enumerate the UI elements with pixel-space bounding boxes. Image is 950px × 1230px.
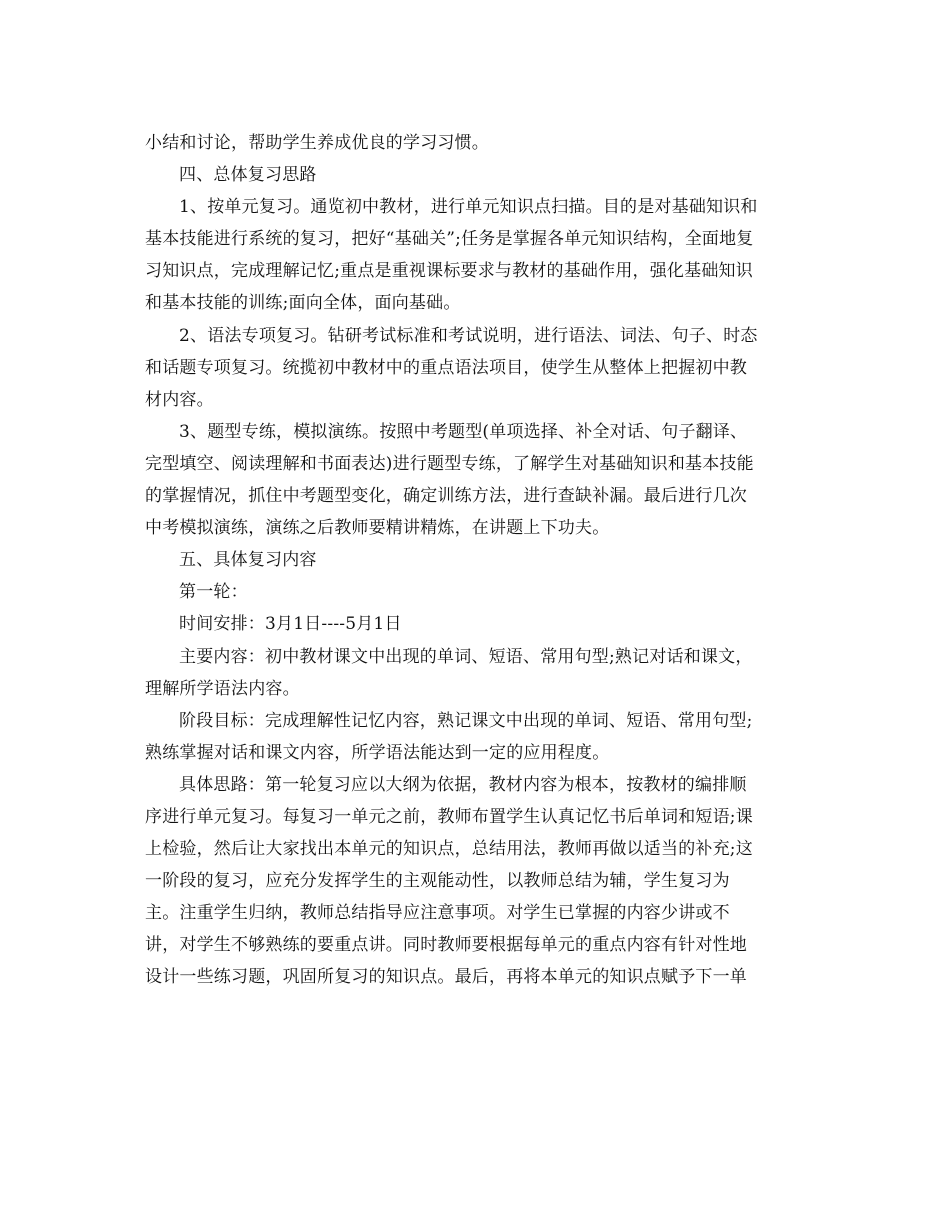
text-line: 第一轮：: [179, 582, 248, 603]
text-line: 1、按单元复习。通览初中教材，进行单元知识点扫描。目的是对基础知识和: [179, 197, 758, 218]
paragraph-stage-goal: [145, 705, 811, 769]
text-line: 和话题专项复习。统揽初中教材中的重点语法项目，使学生从整体上把握初中教: [145, 357, 747, 378]
text-line: 3、题型专练，模拟演练。按照中考题型(单项选择、补全对话、句子翻译、: [179, 421, 748, 442]
document-body: [145, 127, 811, 994]
text-line: 熟练掌握对话和课文内容，所学语法能达到一定的应用程度。: [145, 742, 610, 763]
text-line: 时间安排：3月1日----5月1日: [179, 614, 402, 635]
text-line: 2、语法专项复习。钻研考试标准和考试说明，进行语法、词法、句子、时态: [179, 325, 758, 346]
text-line: 的掌握情况，抓住中考题型变化，确定训练方法，进行查缺补漏。最后进行几次: [145, 486, 747, 507]
round-one-label: [145, 576, 811, 608]
text-line: 讲，对学生不够熟练的要重点讲。同时教师要根据每单元的重点内容有针对性地: [145, 935, 747, 956]
text-line: 理解所学语法内容。: [145, 678, 300, 699]
text-line: 习知识点，完成理解记忆;重点是重视课标要求与教材的基础作用，强化基础知识: [145, 261, 753, 282]
text-line: 完型填空、阅读理解和书面表达)进行题型专练，了解学生对基础知识和基本技能: [145, 453, 754, 474]
paragraph-specific-approach: [145, 769, 811, 994]
paragraph-grammar-review: [145, 320, 811, 416]
section-heading-specific-review-content: [145, 544, 811, 576]
text-line: 设计一些练习题，巩固所复习的知识点。最后，再将本单元的知识点赋予下一单: [145, 967, 747, 988]
text-line: 中考模拟演练，演练之后教师要精讲精炼，在讲题上下功夫。: [145, 518, 610, 539]
text-line: 一阶段的复习，应充分发挥学生的主观能动性，以教师总结为辅，学生复习为: [145, 871, 730, 892]
text-line: 主。注重学生归纳，教师总结指导应注意事项。对学生已掌握的内容少讲或不: [145, 903, 730, 924]
text-line: 序进行单元复习。每复习一单元之前，教师布置学生认真记忆书后单词和短语;课: [145, 806, 753, 827]
section-heading-overall-review-approach: [145, 159, 811, 191]
paragraph-question-type-practice: [145, 416, 811, 544]
heading-text: 四、总体复习思路: [179, 165, 317, 186]
paragraph-continuation: [145, 127, 811, 159]
text-line: 小结和讨论，帮助学生养成优良的学习习惯。: [145, 133, 489, 153]
paragraph-unit-review: [145, 191, 811, 319]
text-line: 和基本技能的训练;面向全体，面向基础。: [145, 293, 461, 314]
text-line: 具体思路：第一轮复习应以大纲为依据，教材内容为根本，按教材的编排顺: [179, 774, 747, 795]
paragraph-main-content: [145, 641, 811, 705]
text-line: 材内容。: [145, 389, 214, 410]
text-line: 阶段目标：完成理解性记忆内容，熟记课文中出现的单词、短语、常用句型;: [179, 710, 753, 731]
text-line: 主要内容：初中教材课文中出现的单词、短语、常用句型;熟记对话和课文，: [179, 646, 753, 667]
heading-text: 五、具体复习内容: [179, 550, 317, 571]
text-line: 基本技能进行系统的复习，把好“基础关”;任务是掌握各单元知识结构，全面地复: [145, 229, 754, 250]
schedule-line: [145, 608, 811, 640]
text-line: 上检验，然后让大家找出本单元的知识点，总结用法，教师再做以适当的补充;这: [145, 839, 753, 860]
